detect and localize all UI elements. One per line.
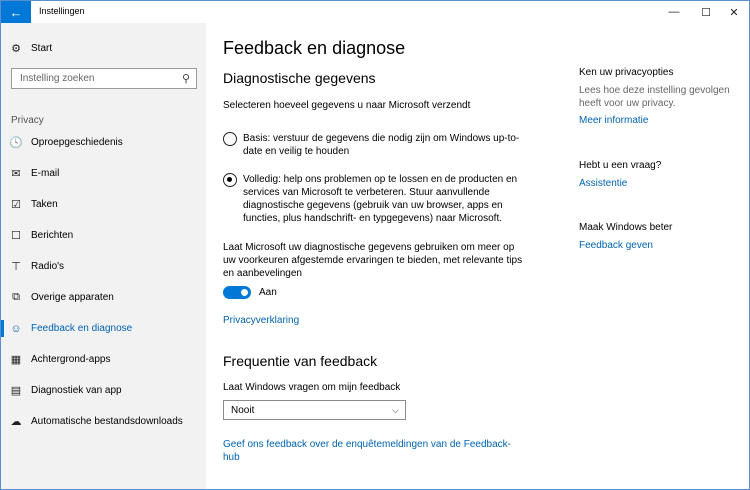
tailored-experiences-toggle[interactable]: [223, 286, 251, 299]
more-info-link[interactable]: Meer informatie: [579, 115, 649, 126]
feedback-frequency-value: Nooit: [231, 404, 255, 416]
sidebar-item-label: Achtergrond-apps: [31, 354, 111, 365]
tasks-icon: ☑: [11, 199, 21, 211]
sidebar-item-achtergrond-apps[interactable]: [1, 344, 206, 375]
sidebar-nav: [1, 127, 206, 437]
maximize-icon: ☐: [701, 6, 711, 19]
radio-basic[interactable]: [223, 132, 237, 146]
sidebar-item-label: Feedback en diagnose: [31, 323, 133, 334]
sidebar-item-label: Diagnostiek van app: [31, 385, 122, 396]
sidebar-item-label: E-mail: [31, 168, 60, 179]
give-feedback-link[interactable]: Feedback geven: [579, 240, 653, 251]
feedback-frequency-label: Laat Windows vragen om mijn feedback: [223, 382, 401, 393]
radio-basic-label: Basis: verstuur de gegevens die nodig zijn om Windows up-to-date en veilig te houden: [243, 133, 520, 157]
radio-option-basic[interactable]: [223, 132, 523, 158]
history-icon: 🕓: [9, 137, 23, 149]
sidebar-item-label: Taken: [31, 199, 58, 210]
sidebar-item-label: Start: [31, 42, 53, 54]
diagnostic-intro-text: Selecteren hoeveel gegevens u naar Microsoft verzendt: [223, 100, 471, 111]
sidebar-item-email[interactable]: [1, 158, 206, 189]
section-heading-privacy: Privacy: [11, 115, 44, 126]
close-icon: ✕: [729, 6, 739, 19]
sidebar-item-label: Berichten: [31, 230, 74, 241]
mail-icon: ✉: [11, 168, 21, 180]
sidebar-item-label: Overige apparaten: [31, 292, 114, 303]
privacy-options-text: Lees hoe deze instelling gevolgen heeft voor uw privacy.: [579, 85, 730, 109]
sidebar-item-start[interactable]: [1, 37, 206, 59]
question-heading: Hebt u een vraag?: [579, 160, 662, 171]
maximize-button[interactable]: [691, 1, 721, 23]
message-icon: ☐: [11, 230, 21, 242]
devices-icon: ⧉: [12, 291, 20, 303]
sidebar-item-label: Automatische bestandsdownloads: [31, 416, 183, 427]
improve-windows-heading: Maak Windows beter: [579, 222, 673, 233]
feedback-frequency-heading: Frequentie van feedback: [223, 353, 378, 369]
sidebar-item-label: Radio's: [31, 261, 65, 272]
search-box: [11, 68, 197, 89]
feedback-frequency-select[interactable]: [223, 400, 406, 420]
back-arrow-icon: ←: [9, 4, 23, 20]
app-diagnostics-icon: ▤: [10, 385, 22, 397]
sidebar-item-feedback-en-diagnose[interactable]: [1, 313, 206, 344]
window-title: Instellingen: [39, 6, 85, 16]
privacy-options-heading: Ken uw privacyopties: [579, 67, 674, 78]
sidebar-item-taken[interactable]: [1, 189, 206, 220]
minimize-button[interactable]: [659, 1, 689, 23]
sidebar-item-oproepgeschiedenis[interactable]: [1, 127, 206, 158]
radio-full-label: Volledig: help ons problemen op te lossen en de producten en services van Microsoft te verbeteren. Stuur aanvullende diagnostische gegevens (gebruik van uw browser, apps en functies, plus handschrift- en typgegevens) naar Microsoft.: [243, 174, 518, 224]
title-bar: [1, 1, 749, 23]
feedback-icon: ☺: [10, 322, 22, 335]
close-button[interactable]: [719, 1, 749, 23]
sidebar-item-radios[interactable]: [1, 251, 206, 282]
back-button[interactable]: [1, 1, 31, 23]
gear-icon: ⚙: [11, 42, 21, 55]
background-apps-icon: ▦: [10, 354, 22, 366]
privacy-statement-link[interactable]: Privacyverklaring: [223, 315, 300, 326]
tailored-experiences-text: Laat Microsoft uw diagnostische gegevens gebruiken om meer op uw voorkeuren afgestemde ervaringen te bieden, met relevante tips en aanbevelingen: [223, 242, 523, 279]
sidebar-item-automatische-bestandsdownloads[interactable]: [1, 406, 206, 437]
minimize-icon: —: [668, 6, 680, 18]
sidebar-item-diagnostiek-van-app[interactable]: [1, 375, 206, 406]
diagnostic-data-heading: Diagnostische gegevens: [223, 70, 376, 86]
search-input[interactable]: [12, 69, 172, 88]
tailored-experiences-toggle-row: [223, 286, 277, 299]
sidebar-item-overige-apparaten[interactable]: [1, 282, 206, 313]
active-indicator: [1, 320, 4, 337]
page-title: Feedback en diagnose: [223, 38, 406, 58]
sidebar: [1, 23, 206, 489]
toggle-state-label: Aan: [259, 287, 277, 298]
sidebar-item-label: Oproepgeschiedenis: [31, 137, 123, 148]
assistance-link[interactable]: Assistentie: [579, 178, 628, 189]
search-icon[interactable]: ⚲: [181, 73, 190, 85]
feedback-hub-link[interactable]: Geef ons feedback over de enquêtemeldingen van de Feedback-hub: [223, 439, 511, 463]
antenna-icon: ⊤: [11, 261, 21, 273]
sidebar-item-berichten[interactable]: [1, 220, 206, 251]
radio-full[interactable]: [223, 173, 237, 187]
radio-option-full[interactable]: [223, 173, 523, 225]
chevron-down-icon: ⌵: [392, 404, 399, 415]
cloud-download-icon: ☁: [10, 416, 22, 428]
